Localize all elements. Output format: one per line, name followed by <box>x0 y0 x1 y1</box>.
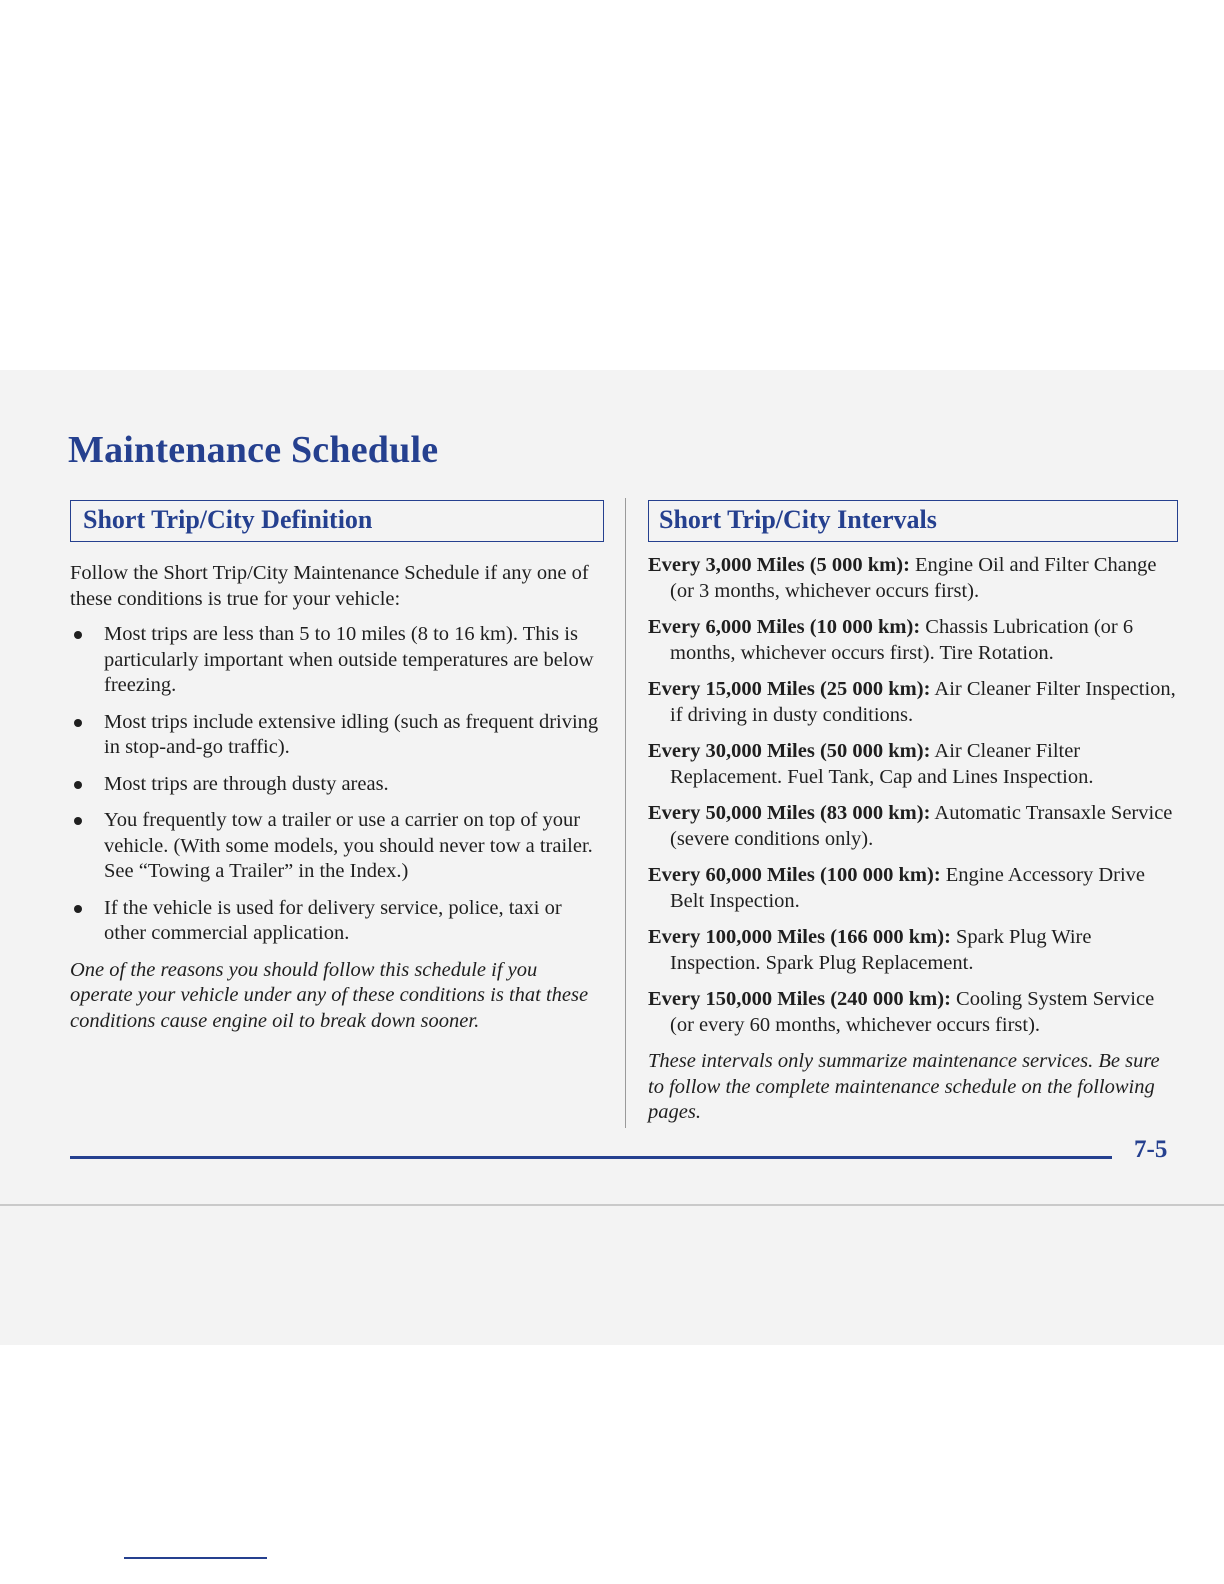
interval-label: Every 150,000 Miles (240 000 km): <box>648 988 951 1010</box>
interval-item <box>648 801 1178 852</box>
interval-text: Spark Plug Wire Inspection. Spark Plug Replacement. <box>670 926 1092 974</box>
intervals-note: These intervals only summarize maintenance services. Be sure to follow the complete maintenance schedule on the following pages. <box>648 1050 1160 1123</box>
interval-item <box>648 615 1178 666</box>
interval-label: Every 3,000 Miles (5 000 km): <box>648 554 910 576</box>
interval-item <box>648 553 1178 604</box>
list-item <box>70 622 604 699</box>
interval-item <box>648 677 1178 728</box>
list-item-text: Most trips include extensive idling (such as frequent driving in stop-and-go traffic). <box>104 710 599 758</box>
definition-intro: Follow the Short Trip/City Maintenance Schedule if any one of these conditions is true for your vehicle: <box>70 562 589 610</box>
definition-heading: Short Trip/City Definition <box>70 500 604 542</box>
interval-text: Air Cleaner Filter Inspection, if driving in dusty conditions. <box>670 678 1176 726</box>
bullet-icon <box>74 631 82 639</box>
list-item-text: Most trips are through dusty areas. <box>104 772 389 795</box>
page-title: Maintenance Schedule <box>68 429 439 471</box>
interval-item <box>648 925 1178 976</box>
list-item <box>70 808 604 885</box>
intervals-heading: Short Trip/City Intervals <box>648 500 1178 542</box>
page-number: 7-5 <box>1134 1136 1168 1163</box>
bullet-icon <box>74 817 82 825</box>
interval-item <box>648 987 1178 1038</box>
list-item <box>70 710 604 761</box>
bullet-icon <box>74 781 82 789</box>
list-item-text: If the vehicle is used for delivery service, police, taxi or other commercial application. <box>104 896 562 944</box>
interval-text: Automatic Transaxle Service (severe conditions only). <box>670 802 1173 850</box>
interval-label: Every 15,000 Miles (25 000 km): <box>648 678 931 700</box>
bullet-icon <box>74 719 82 727</box>
definition-column <box>70 500 604 1034</box>
interval-text: Cooling System Service (or every 60 months, whichever occurs first). <box>670 988 1155 1036</box>
interval-label: Every 50,000 Miles (83 000 km): <box>648 802 931 824</box>
footer-rule <box>70 1156 1112 1159</box>
definition-note: One of the reasons you should follow this schedule if you operate your vehicle under any of these conditions is that these conditions cause engine oil to break down sooner. <box>70 958 589 1032</box>
crop-mark <box>124 1557 267 1559</box>
column-divider <box>625 498 626 1128</box>
intervals-column <box>648 500 1178 1126</box>
interval-list <box>648 553 1178 1038</box>
list-item-text: You frequently tow a trailer or use a carrier on top of your vehicle. (With some models, you should never tow a trailer. See “Towing a Trailer” in the Index.) <box>104 809 593 882</box>
list-item <box>70 896 604 947</box>
condition-list <box>70 622 604 947</box>
bullet-icon <box>74 905 82 913</box>
list-item <box>70 772 604 798</box>
interval-label: Every 60,000 Miles (100 000 km): <box>648 864 941 886</box>
interval-text: Air Cleaner Filter Replacement. Fuel Tank, Cap and Lines Inspection. <box>670 740 1094 788</box>
band-bottom-line <box>0 1204 1224 1206</box>
interval-label: Every 6,000 Miles (10 000 km): <box>648 616 921 638</box>
interval-text: Chassis Lubrication (or 6 months, whichever occurs first). Tire Rotation. <box>670 616 1134 664</box>
interval-item <box>648 739 1178 790</box>
interval-text: Engine Oil and Filter Change (or 3 months, whichever occurs first). <box>670 554 1157 602</box>
list-item-text: Most trips are less than 5 to 10 miles (8 to 16 km). This is particularly important when outside temperatures are below freezing. <box>104 623 594 696</box>
interval-label: Every 30,000 Miles (50 000 km): <box>648 740 931 762</box>
interval-label: Every 100,000 Miles (166 000 km): <box>648 926 951 948</box>
interval-item <box>648 863 1178 914</box>
interval-text: Engine Accessory Drive Belt Inspection. <box>670 864 1146 912</box>
